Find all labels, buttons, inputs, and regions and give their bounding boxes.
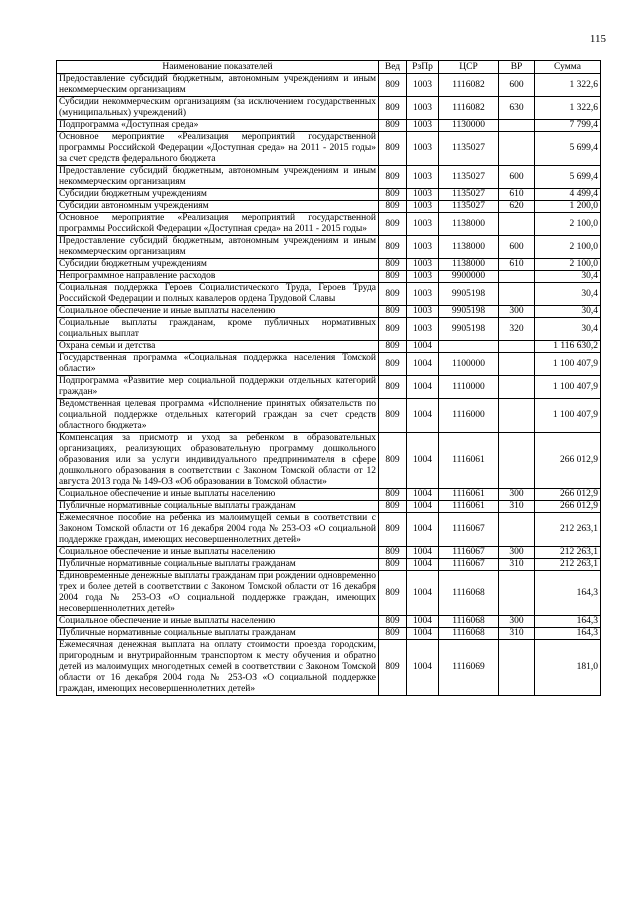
table-row	[57, 74, 601, 97]
row-sum-cell: 266 012,9	[535, 501, 601, 513]
row-sum-cell: 30,4	[535, 271, 601, 283]
row-name-cell: Предоставление субсидий бюджетным, автономным учреждениям и иным некоммерческим организациям	[57, 166, 379, 189]
row-rzpr-cell: 1003	[407, 97, 439, 120]
row-name-cell: Субсидии бюджетным учреждениям	[57, 189, 379, 201]
table-row	[57, 513, 601, 547]
row-vr-cell: 600	[499, 166, 535, 189]
row-csr-cell: 1116082	[439, 97, 499, 120]
row-sum-cell: 2 100,0	[535, 236, 601, 259]
row-csr-cell: 9900000	[439, 271, 499, 283]
row-rzpr-cell: 1003	[407, 120, 439, 132]
row-vr-cell	[499, 571, 535, 616]
row-sum-cell: 1 116 630,2	[535, 341, 601, 353]
column-header-sum: Сумма	[535, 61, 601, 74]
row-vr-cell	[499, 640, 535, 696]
row-sum-cell: 266 012,9	[535, 489, 601, 501]
row-csr-cell: 1135027	[439, 132, 499, 166]
row-ved-cell: 809	[379, 341, 407, 353]
row-sum-cell: 164,3	[535, 616, 601, 628]
table-row	[57, 201, 601, 213]
row-vr-cell	[499, 120, 535, 132]
row-name-cell: Публичные нормативные социальные выплаты гражданам	[57, 501, 379, 513]
row-vr-cell: 320	[499, 318, 535, 341]
row-rzpr-cell: 1004	[407, 616, 439, 628]
row-csr-cell: 1116068	[439, 571, 499, 616]
row-rzpr-cell: 1004	[407, 547, 439, 559]
row-vr-cell	[499, 341, 535, 353]
row-sum-cell: 164,3	[535, 571, 601, 616]
column-header-rzpr: РзПр	[407, 61, 439, 74]
row-vr-cell: 310	[499, 559, 535, 571]
column-header-name: Наименование показателей	[57, 61, 379, 74]
row-name-cell: Охрана семьи и детства	[57, 341, 379, 353]
row-name-cell: Непрограммное направление расходов	[57, 271, 379, 283]
table-row	[57, 189, 601, 201]
table-row	[57, 628, 601, 640]
table-row	[57, 547, 601, 559]
row-rzpr-cell: 1004	[407, 513, 439, 547]
row-vr-cell	[499, 271, 535, 283]
row-name-cell: Ежемесячное пособие на ребенка из малоимущей семьи в соответствии с Законом Томской области от 16 декабря 2004 года № 253-ОЗ «О социальной поддержке граждан, имеющих несовершеннолетних детей»	[57, 513, 379, 547]
row-csr-cell: 1116061	[439, 433, 499, 489]
row-ved-cell: 809	[379, 433, 407, 489]
row-ved-cell: 809	[379, 571, 407, 616]
row-csr-cell: 1138000	[439, 259, 499, 271]
row-csr-cell: 1116082	[439, 74, 499, 97]
table-row	[57, 376, 601, 399]
row-csr-cell: 1116067	[439, 559, 499, 571]
table-header-row	[57, 61, 601, 74]
row-name-cell: Публичные нормативные социальные выплаты гражданам	[57, 628, 379, 640]
row-csr-cell: 1116000	[439, 399, 499, 433]
row-sum-cell: 1 200,0	[535, 201, 601, 213]
row-ved-cell: 809	[379, 547, 407, 559]
table-row	[57, 132, 601, 166]
row-rzpr-cell: 1003	[407, 271, 439, 283]
row-sum-cell: 30,4	[535, 283, 601, 306]
row-csr-cell: 1116067	[439, 513, 499, 547]
row-name-cell: Компенсация за присмотр и уход за ребенком в образовательных организациях, реализующих образовательную программу дошкольного образования или за услуги индивидуального предпринимателя в сфере дошкольного образования в соответствии с Законом Томской области от 12 августа 2013 года № 149-ОЗ «Об образовании в Томской области»	[57, 433, 379, 489]
row-sum-cell: 2 100,0	[535, 213, 601, 236]
row-ved-cell: 809	[379, 259, 407, 271]
row-name-cell: Ведомственная целевая программа «Исполнение принятых обязательств по социальной поддержке отдельных категорий граждан за счет средств областного бюджета»	[57, 399, 379, 433]
row-name-cell: Подпрограмма «Развитие мер социальной поддержки отдельных категорий граждан»	[57, 376, 379, 399]
row-vr-cell	[499, 353, 535, 376]
column-header-ved: Вед	[379, 61, 407, 74]
table-row	[57, 341, 601, 353]
row-vr-cell: 620	[499, 201, 535, 213]
row-ved-cell: 809	[379, 283, 407, 306]
row-csr-cell: 1116067	[439, 547, 499, 559]
table-row	[57, 571, 601, 616]
row-rzpr-cell: 1003	[407, 166, 439, 189]
row-sum-cell: 30,4	[535, 318, 601, 341]
table-row	[57, 353, 601, 376]
row-sum-cell: 266 012,9	[535, 433, 601, 489]
row-csr-cell: 1135027	[439, 166, 499, 189]
row-sum-cell: 164,3	[535, 628, 601, 640]
row-name-cell: Ежемесячная денежная выплата на оплату стоимости проезда городским, пригородным и внутрирайонным транспортом к месту обучения и обратно детей из малоимущих многодетных семей в соответствии с Законом Томской области от 16 декабря 2004 года № 253-ОЗ «О социальной поддержке граждан, имеющих несовершеннолетних детей»	[57, 640, 379, 696]
row-ved-cell: 809	[379, 399, 407, 433]
row-csr-cell	[439, 341, 499, 353]
table-row	[57, 616, 601, 628]
row-csr-cell: 1116061	[439, 489, 499, 501]
row-vr-cell	[499, 132, 535, 166]
table-row	[57, 501, 601, 513]
row-vr-cell: 300	[499, 306, 535, 318]
row-name-cell: Основное мероприятие «Реализация мероприятий государственной программы Российской Федерации «Доступная среда» на 2011 - 2015 годы» за счет средств федерального бюджета	[57, 132, 379, 166]
row-vr-cell	[499, 213, 535, 236]
row-vr-cell	[499, 376, 535, 399]
row-name-cell: Социальное обеспечение и иные выплаты населению	[57, 489, 379, 501]
row-csr-cell: 1130000	[439, 120, 499, 132]
row-vr-cell	[499, 399, 535, 433]
row-ved-cell: 809	[379, 513, 407, 547]
row-ved-cell: 809	[379, 74, 407, 97]
table-row	[57, 259, 601, 271]
row-ved-cell: 809	[379, 236, 407, 259]
row-vr-cell: 630	[499, 97, 535, 120]
row-ved-cell: 809	[379, 318, 407, 341]
row-csr-cell: 1138000	[439, 213, 499, 236]
row-sum-cell: 7 799,4	[535, 120, 601, 132]
row-vr-cell: 310	[499, 628, 535, 640]
row-rzpr-cell: 1003	[407, 189, 439, 201]
table-row	[57, 318, 601, 341]
row-vr-cell: 600	[499, 74, 535, 97]
table-row	[57, 306, 601, 318]
row-sum-cell: 30,4	[535, 306, 601, 318]
row-rzpr-cell: 1004	[407, 571, 439, 616]
row-ved-cell: 809	[379, 616, 407, 628]
row-rzpr-cell: 1004	[407, 501, 439, 513]
row-rzpr-cell: 1003	[407, 306, 439, 318]
row-name-cell: Предоставление субсидий бюджетным, автономным учреждениям и иным некоммерческим организациям	[57, 236, 379, 259]
table-row	[57, 271, 601, 283]
table-row	[57, 120, 601, 132]
row-name-cell: Подпрограмма «Доступная среда»	[57, 120, 379, 132]
row-vr-cell: 300	[499, 489, 535, 501]
row-csr-cell: 1100000	[439, 353, 499, 376]
budget-table	[56, 60, 601, 696]
row-vr-cell: 610	[499, 189, 535, 201]
row-sum-cell: 2 100,0	[535, 259, 601, 271]
row-csr-cell: 1116069	[439, 640, 499, 696]
row-rzpr-cell: 1003	[407, 318, 439, 341]
row-name-cell: Государственная программа «Социальная поддержка населения Томской области»	[57, 353, 379, 376]
row-vr-cell	[499, 283, 535, 306]
row-ved-cell: 809	[379, 271, 407, 283]
row-rzpr-cell: 1003	[407, 213, 439, 236]
table-row	[57, 559, 601, 571]
table-row	[57, 166, 601, 189]
row-vr-cell: 610	[499, 259, 535, 271]
page-number: 115	[589, 33, 606, 45]
row-name-cell: Социальные выплаты гражданам, кроме публичных нормативных социальных выплат	[57, 318, 379, 341]
table-row	[57, 489, 601, 501]
row-rzpr-cell: 1004	[407, 628, 439, 640]
row-ved-cell: 809	[379, 376, 407, 399]
table-row	[57, 640, 601, 696]
row-vr-cell: 300	[499, 547, 535, 559]
row-name-cell: Субсидии некоммерческим организациям (за исключением государственных (муниципальных) учреждений)	[57, 97, 379, 120]
row-sum-cell: 1 100 407,9	[535, 376, 601, 399]
row-ved-cell: 809	[379, 489, 407, 501]
row-vr-cell: 300	[499, 616, 535, 628]
row-sum-cell: 1 322,6	[535, 97, 601, 120]
row-rzpr-cell: 1004	[407, 640, 439, 696]
row-name-cell: Субсидии бюджетным учреждениям	[57, 259, 379, 271]
row-csr-cell: 1116061	[439, 501, 499, 513]
row-csr-cell: 9905198	[439, 283, 499, 306]
row-ved-cell: 809	[379, 166, 407, 189]
row-rzpr-cell: 1004	[407, 399, 439, 433]
row-vr-cell: 600	[499, 236, 535, 259]
row-sum-cell: 1 322,6	[535, 74, 601, 97]
row-sum-cell: 1 100 407,9	[535, 399, 601, 433]
table-row	[57, 283, 601, 306]
row-rzpr-cell: 1003	[407, 259, 439, 271]
row-name-cell: Субсидии автономным учреждениям	[57, 201, 379, 213]
table-row	[57, 433, 601, 489]
row-rzpr-cell: 1003	[407, 236, 439, 259]
row-name-cell: Социальное обеспечение и иные выплаты населению	[57, 306, 379, 318]
table-row	[57, 97, 601, 120]
row-ved-cell: 809	[379, 353, 407, 376]
row-sum-cell: 212 263,1	[535, 547, 601, 559]
table-row	[57, 236, 601, 259]
row-ved-cell: 809	[379, 189, 407, 201]
row-rzpr-cell: 1004	[407, 353, 439, 376]
row-name-cell: Социальное обеспечение и иные выплаты населению	[57, 616, 379, 628]
row-rzpr-cell: 1004	[407, 341, 439, 353]
row-name-cell: Публичные нормативные социальные выплаты гражданам	[57, 559, 379, 571]
row-ved-cell: 809	[379, 501, 407, 513]
row-sum-cell: 1 100 407,9	[535, 353, 601, 376]
row-csr-cell: 1138000	[439, 236, 499, 259]
row-name-cell: Социальная поддержка Героев Социалистического Труда, Героев Труда Российской Федерации и полных кавалеров ордена Трудовой Славы	[57, 283, 379, 306]
row-csr-cell: 9905198	[439, 306, 499, 318]
row-name-cell: Основное мероприятие «Реализация мероприятий государственной программы Российской Федерации «Доступная среда» на 2011 - 2015 годы»	[57, 213, 379, 236]
row-rzpr-cell: 1003	[407, 74, 439, 97]
row-ved-cell: 809	[379, 559, 407, 571]
column-header-csr: ЦСР	[439, 61, 499, 74]
table-row	[57, 213, 601, 236]
row-ved-cell: 809	[379, 201, 407, 213]
row-csr-cell: 1116068	[439, 628, 499, 640]
row-rzpr-cell: 1004	[407, 489, 439, 501]
row-sum-cell: 181,0	[535, 640, 601, 696]
row-sum-cell: 5 699,4	[535, 132, 601, 166]
row-vr-cell	[499, 513, 535, 547]
row-ved-cell: 809	[379, 97, 407, 120]
row-ved-cell: 809	[379, 628, 407, 640]
row-vr-cell: 310	[499, 501, 535, 513]
row-csr-cell: 1116068	[439, 616, 499, 628]
row-ved-cell: 809	[379, 213, 407, 236]
row-name-cell: Единовременные денежные выплаты гражданам при рождении одновременно трех и более детей в соответствии с Законом Томской области от 16 декабря 2004 года № 253-ОЗ «О социальной поддержке граждан, имеющих несовершеннолетних детей»	[57, 571, 379, 616]
row-sum-cell: 212 263,1	[535, 559, 601, 571]
row-csr-cell: 1135027	[439, 201, 499, 213]
column-header-vr: ВР	[499, 61, 535, 74]
row-vr-cell	[499, 433, 535, 489]
row-sum-cell: 4 499,4	[535, 189, 601, 201]
row-sum-cell: 5 699,4	[535, 166, 601, 189]
row-csr-cell: 9905198	[439, 318, 499, 341]
row-rzpr-cell: 1004	[407, 376, 439, 399]
row-sum-cell: 212 263,1	[535, 513, 601, 547]
row-ved-cell: 809	[379, 120, 407, 132]
row-ved-cell: 809	[379, 132, 407, 166]
row-csr-cell: 1135027	[439, 189, 499, 201]
row-rzpr-cell: 1004	[407, 433, 439, 489]
row-name-cell: Социальное обеспечение и иные выплаты населению	[57, 547, 379, 559]
row-csr-cell: 1110000	[439, 376, 499, 399]
row-rzpr-cell: 1003	[407, 132, 439, 166]
row-rzpr-cell: 1003	[407, 283, 439, 306]
row-rzpr-cell: 1004	[407, 559, 439, 571]
row-rzpr-cell: 1003	[407, 201, 439, 213]
row-ved-cell: 809	[379, 306, 407, 318]
table-row	[57, 399, 601, 433]
row-ved-cell: 809	[379, 640, 407, 696]
row-name-cell: Предоставление субсидий бюджетным, автономным учреждениям и иным некоммерческим организациям	[57, 74, 379, 97]
